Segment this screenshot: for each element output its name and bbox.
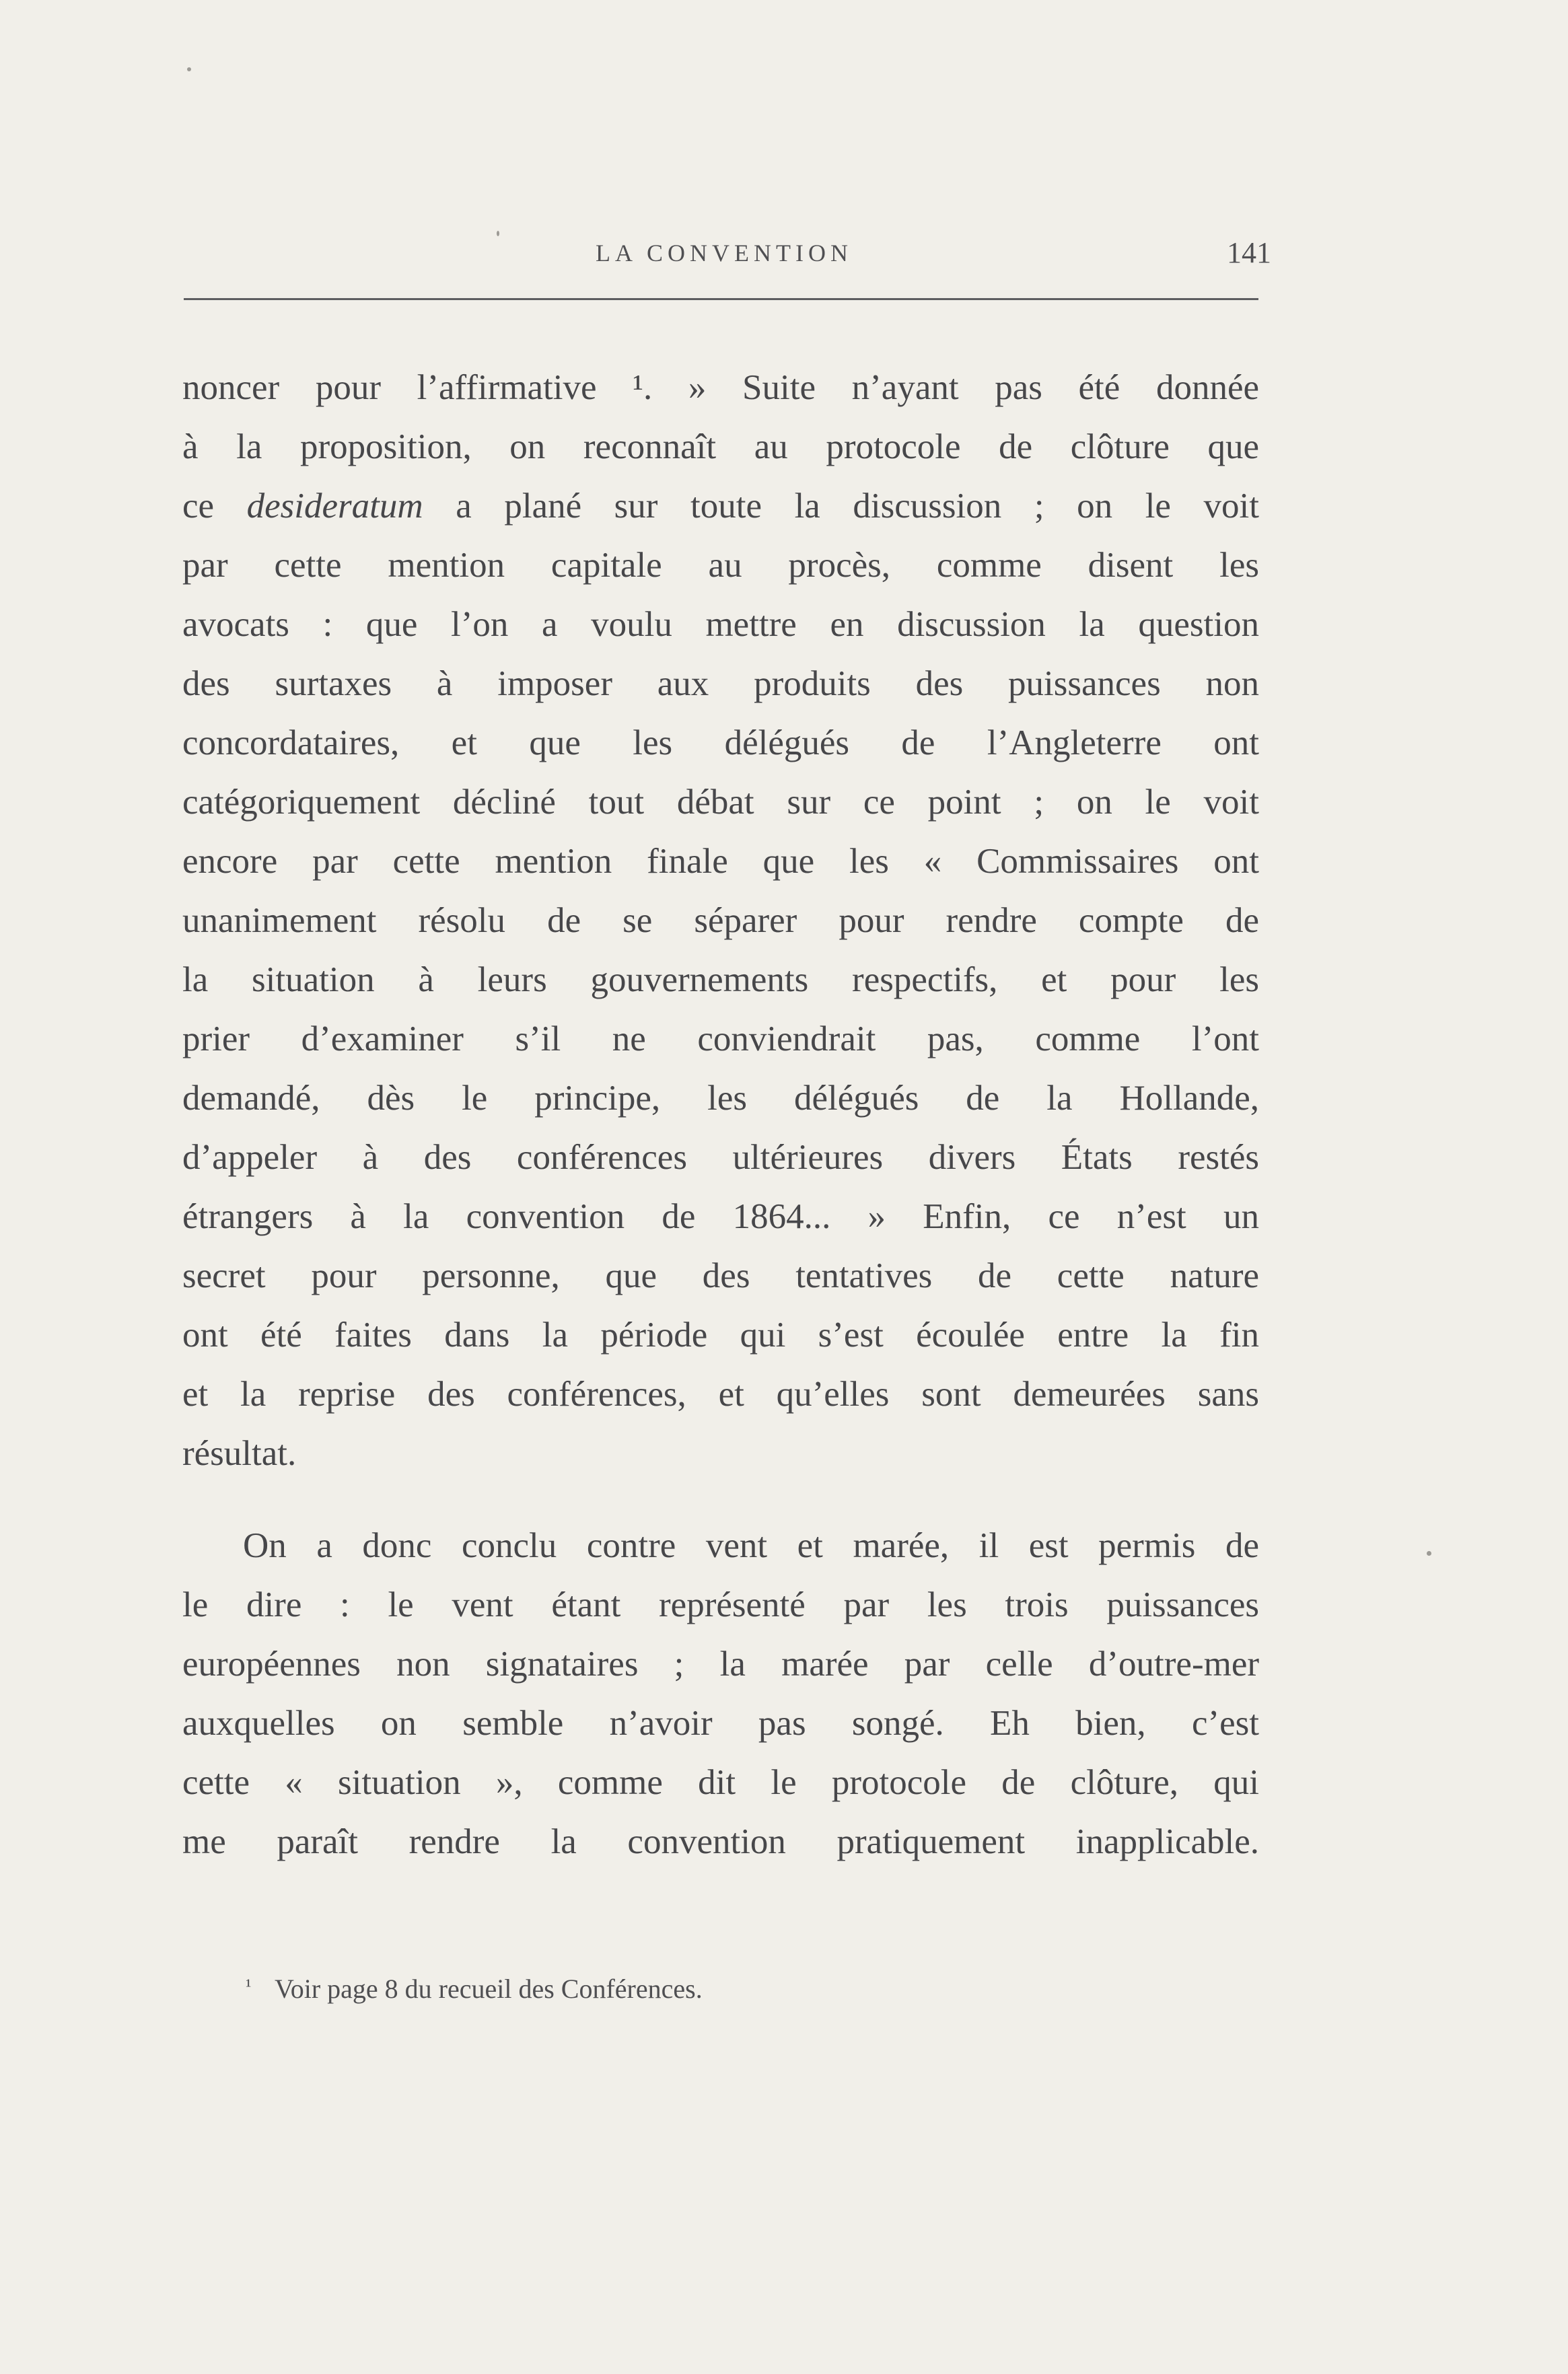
text-line: à la proposition, on reconnaît au protocole de clôture que bbox=[182, 427, 1259, 466]
text-line: la situation à leurs gouvernements respectifs, et pour les bbox=[182, 960, 1259, 999]
text-line: unanimement résolu de se séparer pour rendre compte de bbox=[182, 901, 1259, 940]
paper-speck bbox=[1427, 1551, 1431, 1556]
text-line: demandé, dès le principe, les délégués de la Hollande, bbox=[182, 1079, 1259, 1118]
text-line: noncer pour l’affirmative ¹. » Suite n’ayant pas été donnée bbox=[182, 368, 1259, 407]
running-title: LA CONVENTION bbox=[596, 240, 853, 266]
text-line: concordataires, et que les délégués de l’Angleterre ont bbox=[182, 723, 1259, 762]
text-line: et la reprise des conférences, et qu’elles sont demeurées sans bbox=[182, 1375, 1259, 1414]
text-line: avocats : que l’on a voulu mettre en discussion la question bbox=[182, 605, 1259, 644]
italic-term: desideratum bbox=[246, 487, 423, 526]
text-line: d’appeler à des conférences ultérieures divers États restés bbox=[182, 1138, 1259, 1177]
text-line: européennes non signataires ; la marée par celle d’outre-mer bbox=[182, 1645, 1259, 1684]
text-line: le dire : le vent étant représenté par les trois puissances bbox=[182, 1585, 1259, 1624]
text-line: cette « situation », comme dit le protocole de clôture, qui bbox=[182, 1763, 1259, 1802]
text-line: étrangers à la convention de 1864... » Enfin, ce n’est un bbox=[182, 1197, 1259, 1236]
header-rule bbox=[184, 298, 1258, 300]
text-line: prier d’examiner s’il ne conviendrait pas, comme l’ont bbox=[182, 1019, 1259, 1058]
footnote-mark: ¹ bbox=[246, 1976, 252, 1997]
text-line: ce desideratum a plané sur toute la discussion ; on le voit bbox=[182, 487, 1259, 526]
text-line: encore par cette mention finale que les « Commissaires ont bbox=[182, 842, 1259, 881]
text-line: par cette mention capitale au procès, comme disent les bbox=[182, 546, 1259, 585]
text-line: auxquelles on semble n’avoir pas songé. Eh bien, c’est bbox=[182, 1704, 1259, 1743]
text-line: des surtaxes à imposer aux produits des puissances non bbox=[182, 664, 1259, 703]
text-line: On a donc conclu contre vent et marée, il est permis de bbox=[243, 1526, 1259, 1565]
paper-speck bbox=[497, 231, 499, 236]
text-line: catégoriquement décliné tout débat sur ce point ; on le voit bbox=[182, 783, 1259, 822]
paper-speck bbox=[187, 67, 191, 71]
footnote-text: Voir page 8 du recueil des Conférences. bbox=[275, 1974, 703, 2004]
text-line: secret pour personne, que des tentatives de cette nature bbox=[182, 1256, 1259, 1295]
page-number: 141 bbox=[1227, 236, 1271, 269]
text-line: ont été faites dans la période qui s’est écoulée entre la fin bbox=[182, 1316, 1259, 1355]
text-line: me paraît rendre la convention pratiquement inapplicable. bbox=[182, 1822, 1259, 1861]
text-line: résultat. bbox=[182, 1434, 297, 1473]
